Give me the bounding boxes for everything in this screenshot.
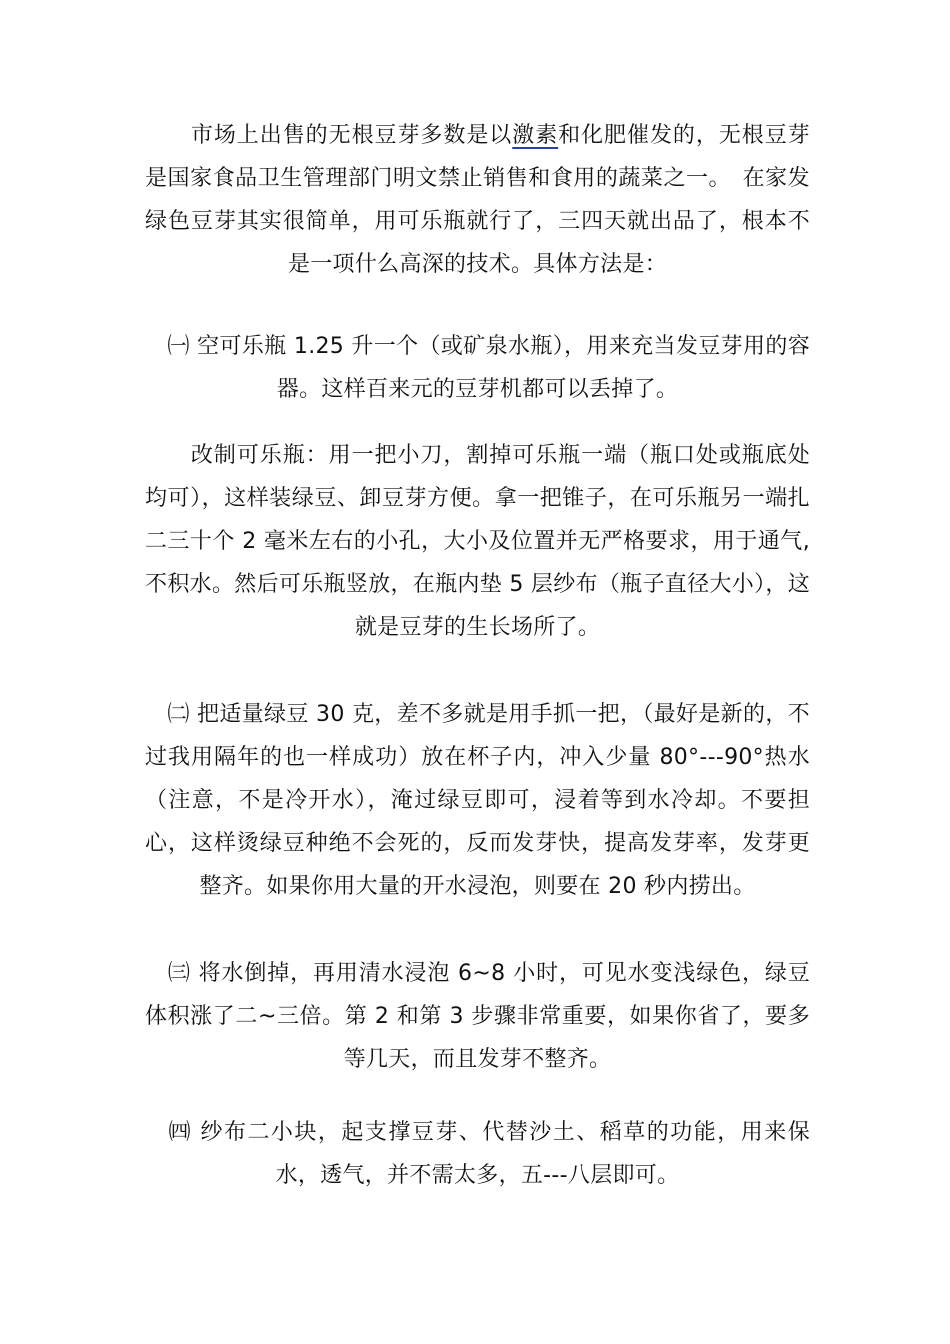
step-4-paragraph: ㈣ 纱布二小块，起支撑豆芽、代替沙土、稻草的功能，用来保水，透气，并不需太多，五---八层即可。: [145, 1120, 810, 1188]
step-2-paragraph: ㈡ 把适量绿豆 30 克，差不多就是用手抓一把，（最好是新的，不过我用隔年的也一样成功）放在杯子内，冲入少量 80°---90°热水（注意，不是冷开水），淹过绿豆即可，浸着等到水冷却。不要担心，这样烫绿豆种绝不会死的，反而发芽快，提高发芽率，发芽更整齐。如果你用大量的开水浸泡，则要在 20 秒内捞出。: [145, 702, 810, 899]
intro-paragraph: [145, 114, 810, 286]
bottle-modification-paragraph: 改制可乐瓶：用一把小刀，割掉可乐瓶一端（瓶口处或瓶底处均可），这样装绿豆、卸豆芽方便。拿一把锥子，在可乐瓶另一端扎二三十个 2 毫米左右的小孔，大小及位置并无严格要求，用于通气,不积水。然后可乐瓶竖放，在瓶内垫 5 层纱布（瓶子直径大小），这就是豆芽的生长场所了。: [145, 443, 810, 640]
hormone-link[interactable]: 激素: [512, 123, 559, 148]
step-1-paragraph: ㈠ 空可乐瓶 1.25 升一个（或矿泉水瓶），用来充当发豆芽用的容器。这样百来元的豆芽机都可以丢掉了。: [145, 334, 810, 402]
step-3-paragraph: ㈢ 将水倒掉，再用清水浸泡 6~8 小时，可见水变浅绿色，绿豆体积涨了二~三倍。第 2 和第 3 步骤非常重要，如果你省了，要多等几天，而且发芽不整齐。: [145, 961, 810, 1072]
intro-text-start: 市场上出售的无根豆芽多数是以: [145, 123, 513, 148]
intro-text-end: 和化肥催发的，无根豆芽是国家食品卫生管理部门明文禁止销售和食用的蔬菜之一。 在家发绿色豆芽其实很简单，用可乐瓶就行了，三四天就出品了，根本不是一项什么高深的技术。具体方法是：: [145, 123, 810, 277]
